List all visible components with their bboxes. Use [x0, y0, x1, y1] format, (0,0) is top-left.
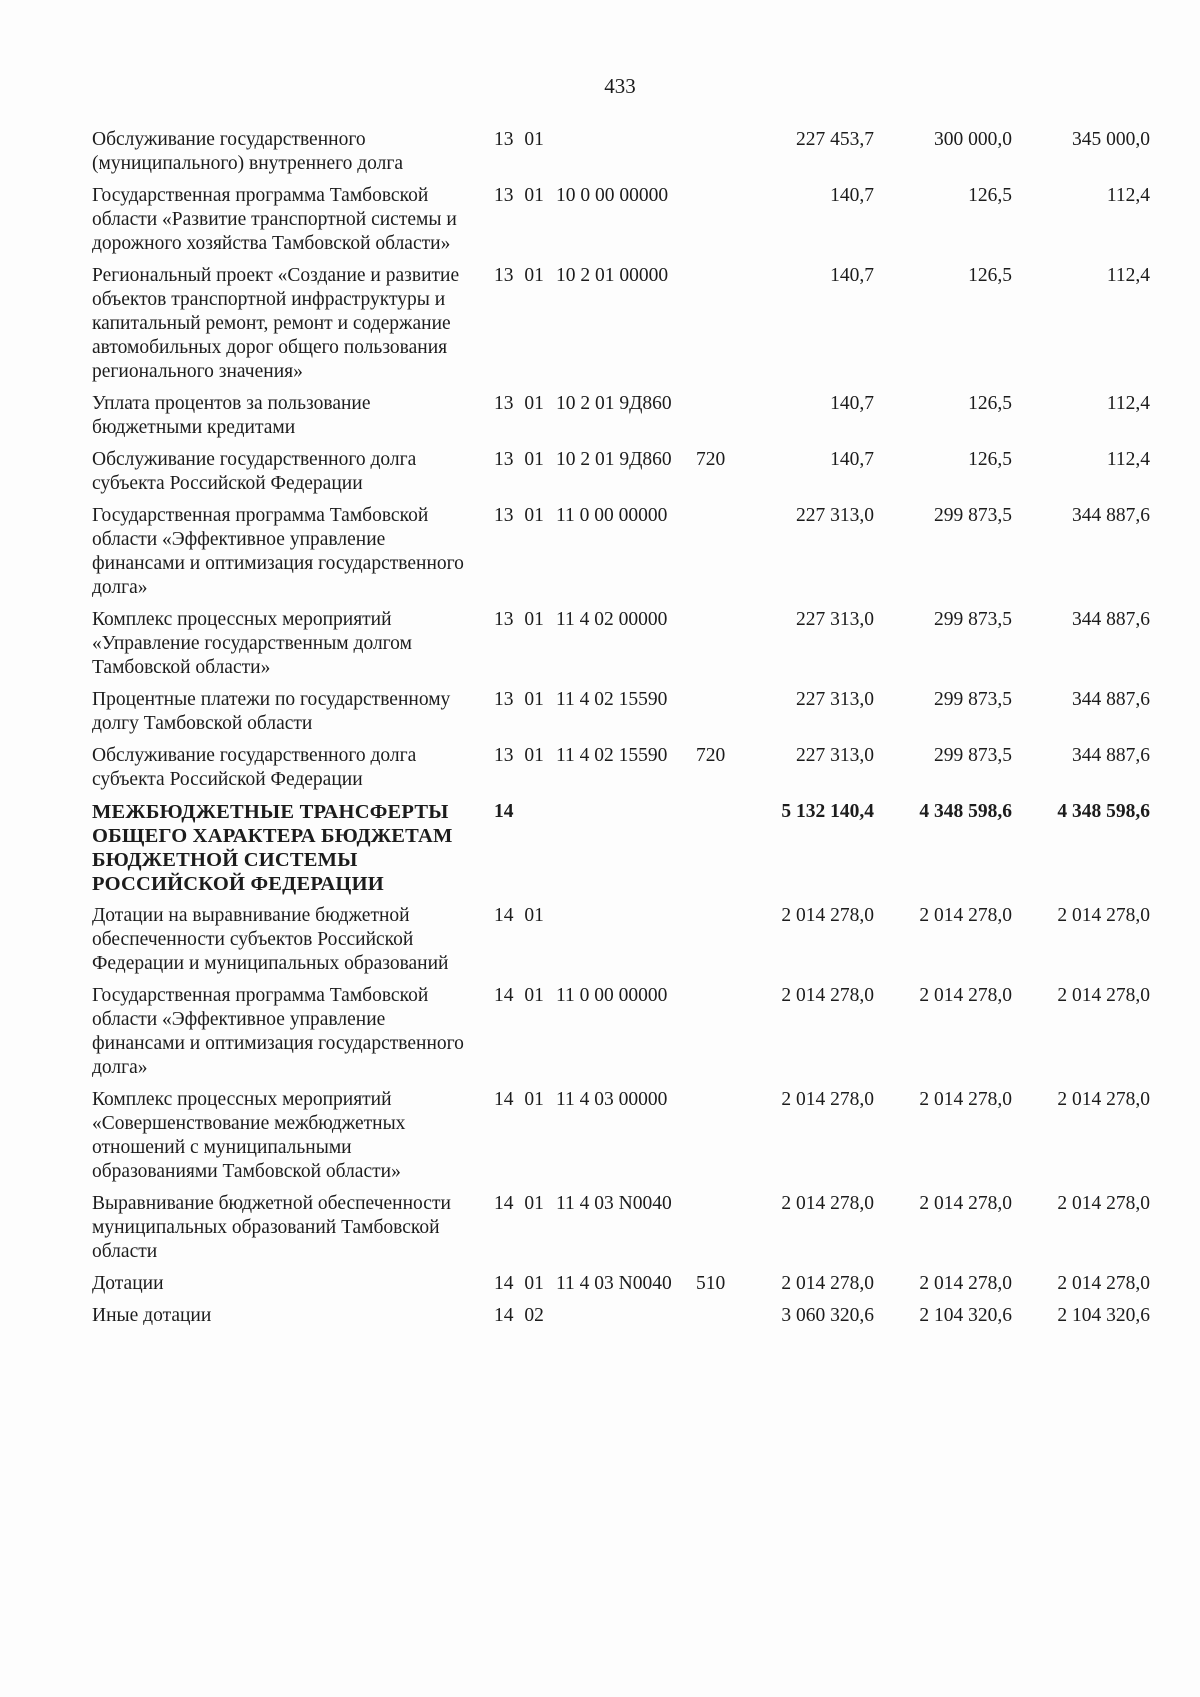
amount-year-3: 112,4 — [1106, 265, 1150, 286]
section-code: 13 01 — [494, 505, 544, 526]
section-code: 13 01 — [494, 129, 544, 150]
amount-year-2: 126,5 — [968, 265, 1012, 286]
section-code: 14 01 — [494, 985, 544, 1006]
amount-year-3: 345 000,0 — [1072, 129, 1150, 150]
table-row — [92, 1088, 1172, 1192]
row-name: Региональный проект «Создание и развитие объектов транспортной инфраструктуры и капитальный ремонт, ремонт и содержание автомобильных дорог общего пользования регионального значения» — [92, 265, 460, 382]
section-code: 13 01 — [494, 265, 544, 286]
table-row — [92, 688, 1172, 744]
amount-year-1: 227 313,0 — [796, 609, 874, 630]
target-article-code: 11 4 03 N0040 — [556, 1193, 672, 1214]
target-article-code: 11 4 03 00000 — [556, 1089, 668, 1110]
target-article-code: 11 4 02 15590 — [556, 689, 668, 710]
target-article-code: 10 0 00 00000 — [556, 185, 669, 206]
row-name: Государственная программа Тамбовской области «Эффективное управление финансами и оптимизация государственного долга» — [92, 985, 464, 1078]
amount-year-2: 4 348 598,6 — [919, 801, 1012, 822]
target-article-code: 11 4 02 15590 — [556, 745, 668, 766]
table-row — [92, 448, 1172, 504]
target-article-code: 11 0 00 00000 — [556, 505, 668, 526]
amount-year-1: 227 453,7 — [796, 129, 874, 150]
amount-year-1: 140,7 — [830, 265, 874, 286]
section-code: 13 01 — [494, 689, 544, 710]
row-name: Комплекс процессных мероприятий «Управление государственным долгом Тамбовской области» — [92, 609, 412, 678]
amount-year-1: 2 014 278,0 — [781, 985, 874, 1006]
table-row — [92, 128, 1172, 184]
row-name: Обслуживание государственного долга субъекта Российской Федерации — [92, 745, 417, 790]
section-code: 14 01 — [494, 1193, 544, 1214]
target-article-code: 10 2 01 9Д860 — [556, 449, 672, 470]
table-row — [92, 744, 1172, 800]
page-number: 433 — [604, 74, 636, 98]
row-name: Обслуживание государственного долга субъекта Российской Федерации — [92, 449, 417, 494]
amount-year-2: 2 014 278,0 — [919, 905, 1012, 926]
section-code: 14 01 — [494, 1273, 544, 1294]
row-name: Дотации — [92, 1273, 164, 1294]
amount-year-2: 2 014 278,0 — [919, 1193, 1012, 1214]
amount-year-3: 2 014 278,0 — [1057, 905, 1150, 926]
amount-year-2: 300 000,0 — [934, 129, 1012, 150]
amount-year-3: 4 348 598,6 — [1057, 801, 1150, 822]
row-name: Государственная программа Тамбовской области «Развитие транспортной системы и дорожного хозяйства Тамбовской области» — [92, 185, 457, 254]
amount-year-2: 2 014 278,0 — [919, 1273, 1012, 1294]
amount-year-3: 2 104 320,6 — [1057, 1305, 1150, 1326]
amount-year-1: 2 014 278,0 — [781, 1273, 874, 1294]
amount-year-2: 126,5 — [968, 393, 1012, 414]
amount-year-1: 227 313,0 — [796, 689, 874, 710]
amount-year-3: 112,4 — [1106, 185, 1150, 206]
amount-year-1: 140,7 — [830, 393, 874, 414]
amount-year-2: 2 014 278,0 — [919, 985, 1012, 1006]
row-name: Процентные платежи по государственному долгу Тамбовской области — [92, 689, 451, 734]
table-row — [92, 1192, 1172, 1272]
amount-year-3: 344 887,6 — [1072, 609, 1150, 630]
amount-year-3: 344 887,6 — [1072, 745, 1150, 766]
section-code: 13 01 — [494, 185, 544, 206]
target-article-code: 10 2 01 9Д860 — [556, 393, 672, 414]
amount-year-2: 299 873,5 — [934, 505, 1012, 526]
expense-type-code: 510 — [696, 1273, 726, 1294]
amount-year-2: 126,5 — [968, 449, 1012, 470]
target-article-code: 10 2 01 00000 — [556, 265, 669, 286]
table-row — [92, 184, 1172, 264]
amount-year-2: 299 873,5 — [934, 745, 1012, 766]
expense-type-code: 720 — [696, 449, 726, 470]
amount-year-3: 344 887,6 — [1072, 505, 1150, 526]
table-row — [92, 904, 1172, 984]
table-row — [92, 264, 1172, 392]
amount-year-1: 2 014 278,0 — [781, 1089, 874, 1110]
table-row-section-heading — [92, 800, 1172, 904]
amount-year-1: 2 014 278,0 — [781, 905, 874, 926]
section-code: 13 01 — [494, 449, 544, 470]
amount-year-3: 112,4 — [1106, 393, 1150, 414]
section-code: 13 01 — [494, 745, 544, 766]
amount-year-2: 126,5 — [968, 185, 1012, 206]
amount-year-1: 2 014 278,0 — [781, 1193, 874, 1214]
amount-year-1: 227 313,0 — [796, 505, 874, 526]
expense-type-code: 720 — [696, 745, 726, 766]
section-code: 14 — [494, 801, 514, 822]
table-row — [92, 984, 1172, 1088]
amount-year-2: 2 014 278,0 — [919, 1089, 1012, 1110]
table-row — [92, 1304, 1172, 1336]
row-name: Государственная программа Тамбовской области «Эффективное управление финансами и оптимизация государственного долга» — [92, 505, 464, 598]
row-name: Комплекс процессных мероприятий «Совершенствование межбюджетных отношений с муниципальными образованиями Тамбовской области» — [92, 1089, 406, 1182]
amount-year-2: 2 104 320,6 — [919, 1305, 1012, 1326]
amount-year-3: 112,4 — [1106, 449, 1150, 470]
table-row — [92, 504, 1172, 608]
row-name: Обслуживание государственного (муниципального) внутреннего долга — [92, 129, 404, 174]
section-code: 13 01 — [494, 393, 544, 414]
amount-year-1: 5 132 140,4 — [781, 801, 874, 822]
section-code: 14 02 — [494, 1305, 544, 1326]
amount-year-3: 2 014 278,0 — [1057, 985, 1150, 1006]
row-name: Выравнивание бюджетной обеспеченности муниципальных образований Тамбовской области — [92, 1193, 451, 1262]
amount-year-1: 3 060 320,6 — [781, 1305, 874, 1326]
amount-year-1: 227 313,0 — [796, 745, 874, 766]
target-article-code: 11 4 03 N0040 — [556, 1273, 672, 1294]
table-row — [92, 1272, 1172, 1304]
amount-year-2: 299 873,5 — [934, 609, 1012, 630]
target-article-code: 11 0 00 00000 — [556, 985, 668, 1006]
table-row — [92, 608, 1172, 688]
amount-year-3: 344 887,6 — [1072, 689, 1150, 710]
amount-year-1: 140,7 — [830, 449, 874, 470]
amount-year-3: 2 014 278,0 — [1057, 1273, 1150, 1294]
section-code: 14 01 — [494, 905, 544, 926]
table-row — [92, 392, 1172, 448]
budget-table — [92, 128, 1172, 1336]
target-article-code: 11 4 02 00000 — [556, 609, 668, 630]
row-name: Дотации на выравнивание бюджетной обеспеченности субъектов Российской Федерации и муниципальных образований — [92, 905, 449, 974]
amount-year-3: 2 014 278,0 — [1057, 1089, 1150, 1110]
row-name: Иные дотации — [92, 1305, 212, 1326]
section-code: 13 01 — [494, 609, 544, 630]
amount-year-1: 140,7 — [830, 185, 874, 206]
amount-year-3: 2 014 278,0 — [1057, 1193, 1150, 1214]
row-name: МЕЖБЮДЖЕТНЫЕ ТРАНСФЕРТЫ ОБЩЕГО ХАРАКТЕРА БЮДЖЕТАМ БЮДЖЕТНОЙ СИСТЕМЫ РОССИЙСКОЙ ФЕДЕРАЦИИ — [92, 801, 453, 895]
amount-year-2: 299 873,5 — [934, 689, 1012, 710]
row-name: Уплата процентов за пользование бюджетными кредитами — [92, 393, 371, 438]
section-code: 14 01 — [494, 1089, 544, 1110]
